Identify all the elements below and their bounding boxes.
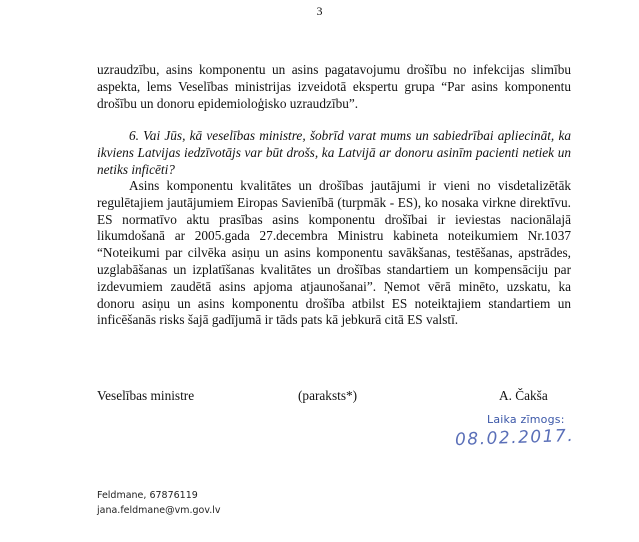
contact-email: jana.feldmane@vm.gov.lv <box>97 505 221 516</box>
contact-name-phone: Feldmane, 67876119 <box>97 490 198 501</box>
signer-name: A. Čakša <box>499 388 548 403</box>
paragraph-1: uzraudzību, asins komponentu un asins pagatavojumu drošību no infekcijas slimību aspekta, lems Veselības ministrijas izveidotā ekspertu grupa “Par asins komponentu drošību un donoru epidemioloģisko uzraudzību”. <box>97 62 571 111</box>
signature-note: (paraksts*) <box>298 388 358 403</box>
timestamp-label: Laika zīmogs: <box>487 413 565 426</box>
answer-paragraph: Asins komponentu kvalitātes un drošības jautājumi ir vieni no visdetalizētāk regulētajiem jautājumiem Eiropas Savienībā (turpmāk - ES), ko nosaka virkne direktīvu. ES normatīvo aktu prasības asins komponentu drošībai ir ieviestas nacionālajā likumdošanā ar 2005.gada 27.decembra Ministru kabineta noteikumiem Nr.1037 “Noteikumi par cilvēka asiņu un asins komponentu savākšanas, testēšanas, apstrādes, uzglabāšanas un izplatīšanas kvalitātes un drošības standartiem un kompensāciju par izdevumiem zaudētā asins apjoma atjaunošanai”. Ņemot vērā minēto, uzskatu, ka donoru asiņu un asins komponentu drošība atbilst ES noteiktajiem standartiem un inficēšanās risks šajā gadījumā ir tāds pats kā jebkurā citā ES valstī. <box>97 178 571 328</box>
handwritten-date: 08.02.2017. <box>454 425 575 451</box>
page-number: 3 <box>316 4 323 18</box>
question-6: 6. Vai Jūs, kā veselības ministre, šobrīd varat mums un sabiedrībai apliecināt, ka ikviens Latvijas iedzīvotājs var būt drošs, ka Latvijā ar donoru asinīm pacienti netiek un netiks inficēti? <box>97 128 571 177</box>
signer-title: Veselības ministre <box>97 388 195 403</box>
